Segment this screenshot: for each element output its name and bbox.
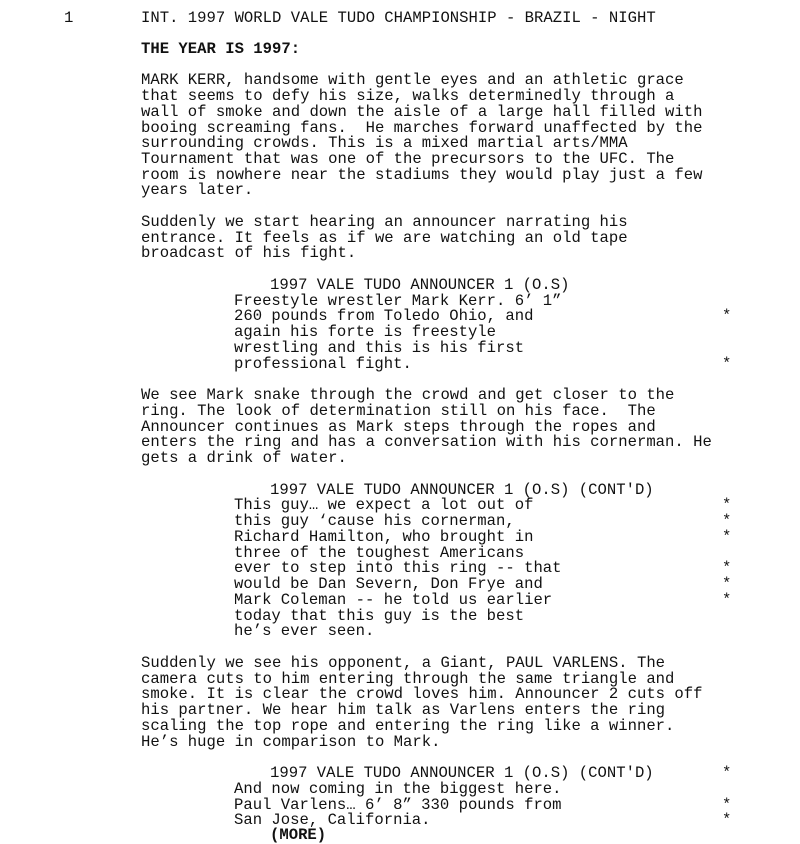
action-line: room is nowhere near the stadiums they would play just a few xyxy=(141,166,703,184)
scene-heading: INT. 1997 WORLD VALE TUDO CHAMPIONSHIP - BRAZIL - NIGHT xyxy=(141,9,656,27)
dialogue-line: would be Dan Severn, Don Frye and xyxy=(234,575,543,593)
scene-number: 1 xyxy=(64,9,74,27)
dialogue-line: ever to step into this ring -- that xyxy=(234,559,562,577)
character-cue: 1997 VALE TUDO ANNOUNCER 1 (O.S) xyxy=(270,276,570,294)
dialogue-line: Freestyle wrestler Mark Kerr. 6’ 1” xyxy=(234,292,562,310)
action-line: Suddenly we see his opponent, a Giant, PAUL VARLENS. The xyxy=(141,654,666,672)
revision-mark: * xyxy=(722,496,732,514)
dialogue-line: professional fight. xyxy=(234,355,412,373)
action-line: surrounding crowds. This is a mixed martial arts/MMA xyxy=(141,134,628,152)
action-line: MARK KERR, handsome with gentle eyes and an athletic grace xyxy=(141,71,684,89)
dialogue-line: This guy… we expect a lot out of xyxy=(234,496,534,514)
action-line: ring. The look of determination still on his face. The xyxy=(141,402,656,420)
action-line: Announcer continues as Mark steps through the ropes and xyxy=(141,418,656,436)
action-line: Suddenly we start hearing an announcer narrating his xyxy=(141,213,628,231)
dialogue-line: San Jose, California. xyxy=(234,811,431,829)
action-line: He’s huge in comparison to Mark. xyxy=(141,733,441,751)
revision-mark: * xyxy=(722,307,732,325)
action-line: gets a drink of water. xyxy=(141,449,347,467)
action-line: years later. xyxy=(141,181,254,199)
revision-mark: * xyxy=(722,591,732,609)
dialogue-line: three of the toughest Americans xyxy=(234,544,525,562)
action-line: camera cuts to him entering through the same triangle and xyxy=(141,670,675,688)
dialogue-line: Paul Varlens… 6’ 8” 330 pounds from xyxy=(234,796,562,814)
action-line: smoke. It is clear the crowd loves him. Announcer 2 cuts off xyxy=(141,685,703,703)
action-line: wall of smoke and down the aisle of a large hall filled with xyxy=(141,103,703,121)
action-line: We see Mark snake through the crowd and get closer to the xyxy=(141,386,675,404)
action-line: enters the ring and has a conversation with his cornerman. He xyxy=(141,433,712,451)
revision-mark: * xyxy=(722,559,732,577)
dialogue-line: this guy ‘cause his cornerman, xyxy=(234,512,515,530)
dialogue-line: wrestling and this is his first xyxy=(234,339,525,357)
revision-mark: * xyxy=(722,575,732,593)
character-cue: 1997 VALE TUDO ANNOUNCER 1 (O.S) (CONT'D) xyxy=(270,481,654,499)
revision-mark: * xyxy=(722,512,732,530)
action-line: that seems to defy his size, walks determinedly through a xyxy=(141,87,675,105)
dialogue-line: Richard Hamilton, who brought in xyxy=(234,528,534,546)
dialogue-line: 260 pounds from Toledo Ohio, and xyxy=(234,307,534,325)
action-line: his partner. We hear him talk as Varlens enters the ring xyxy=(141,701,666,719)
sub-heading: THE YEAR IS 1997: xyxy=(141,40,301,58)
action-line: entrance. It feels as if we are watching an old tape xyxy=(141,229,628,247)
dialogue-line: he’s ever seen. xyxy=(234,622,375,640)
action-line: booing screaming fans. He marches forward unaffected by the xyxy=(141,119,703,137)
action-line: scaling the top rope and entering the ring like a winner. xyxy=(141,717,675,735)
more-marker: (MORE) xyxy=(270,826,327,844)
dialogue-line: today that this guy is the best xyxy=(234,607,525,625)
dialogue-line: again his forte is freestyle xyxy=(234,323,497,341)
dialogue-line: Mark Coleman -- he told us earlier xyxy=(234,591,553,609)
revision-mark: * xyxy=(722,811,732,829)
action-line: broadcast of his fight. xyxy=(141,244,357,262)
action-line: Tournament that was one of the precursors to the UFC. The xyxy=(141,150,675,168)
revision-mark: * xyxy=(722,796,732,814)
dialogue-line: And now coming in the biggest here. xyxy=(234,780,562,798)
revision-mark: * xyxy=(722,764,732,782)
revision-mark: * xyxy=(722,355,732,373)
character-cue: 1997 VALE TUDO ANNOUNCER 1 (O.S) (CONT'D) xyxy=(270,764,654,782)
revision-mark: * xyxy=(722,528,732,546)
